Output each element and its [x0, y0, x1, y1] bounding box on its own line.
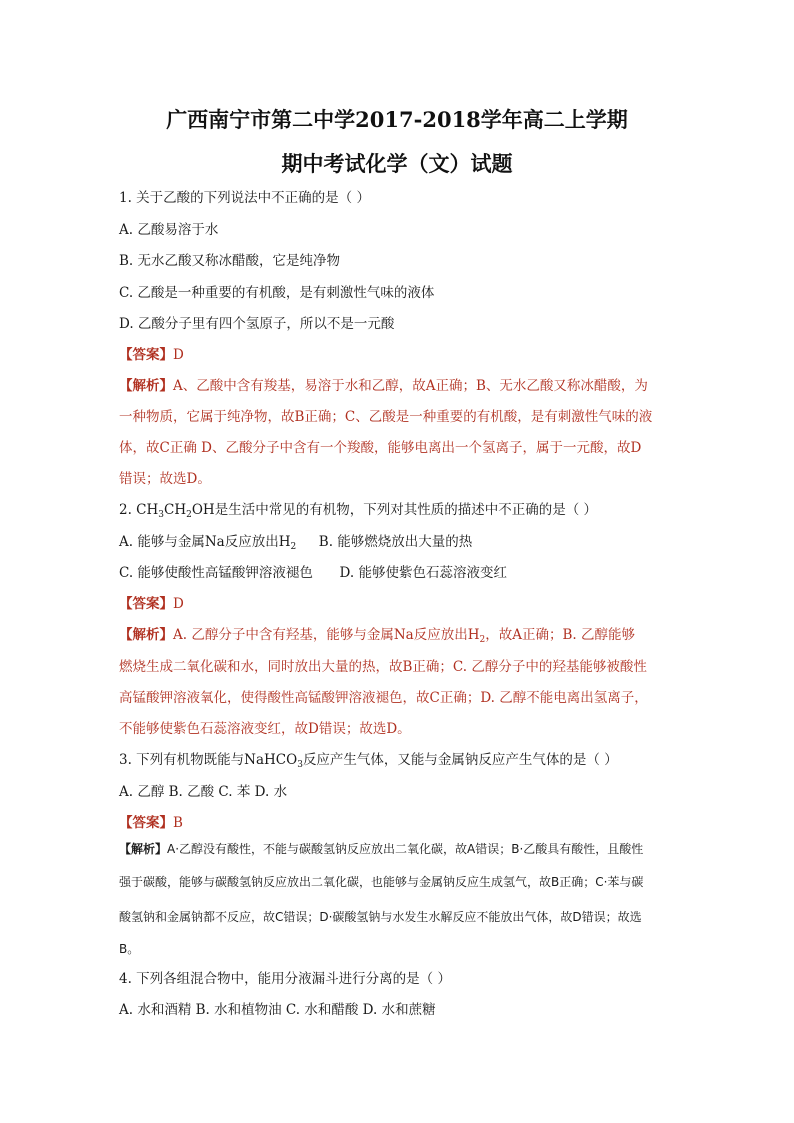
stem-text: 3. 下列有机物既能与NaHCO [119, 752, 298, 768]
q3-analysis-line-1 [119, 840, 643, 857]
q3-answer [119, 811, 183, 831]
q2-analysis-line-3: 高锰酸钾溶液氧化，使得酸性高锰酸钾溶液褪色，故C正确；D. 乙醇不能电离出氢离子， [119, 690, 648, 706]
q3-options: A. 乙醇 B. 乙酸 C. 苯 D. 水 [119, 784, 288, 800]
answer-value: B [173, 815, 183, 831]
answer-label: 【答案】 [119, 815, 173, 831]
subscript: 2 [290, 542, 297, 552]
subscript: 3 [158, 510, 165, 520]
q2-option-d: D. 能够使紫色石蕊溶液变红 [339, 565, 507, 581]
q2-analysis-line-2: 燃烧生成二氧化碳和水，同时放出大量的热，故B正确；C. 乙醇分子中的羟基能够被酸性 [119, 659, 647, 675]
subscript: 3 [297, 760, 303, 770]
analysis-label: 【解析】 [119, 842, 168, 856]
q3-analysis-line-3: 酸氢钠和金属钠都不反应，故C错误；D·碳酸氢钠与水发生水解反应不能放出气体，故D错误；故选 [119, 910, 642, 924]
q1-option-a: A. 乙酸易溶于水 [119, 222, 219, 238]
q3-analysis-line-2: 强于碳酸，能够与碳酸氢钠反应放出二氧化碳，也能够与金属钠反应生成氢气，故B正确；C·苯与碳 [119, 875, 644, 889]
q2-analysis-line-4: 不能够使紫色石蕊溶液变红，故D错误；故选D。 [119, 721, 411, 737]
document-title-line-2: 期中考试化学（文）试题 [281, 151, 513, 176]
stem-text: OH是生活中常见的有机物，下列对其性质的描述中不正确的是（ ） [191, 502, 597, 518]
option-text: A. 能够与金属Na反应放出H [119, 534, 291, 550]
q3-stem [119, 748, 618, 770]
answer-value: D [173, 596, 184, 612]
q2-option-c: C. 能够使酸性高锰酸钾溶液褪色 [119, 565, 313, 581]
q2-options-row-1 [119, 530, 472, 552]
q4-stem: 4. 下列各组混合物中，能用分液漏斗进行分离的是（ ） [119, 971, 451, 987]
q1-answer [119, 343, 184, 363]
analysis-text: A、乙酸中含有羧基，易溶于水和乙醇，故A正确；B、无水乙酸又称冰醋酸，为 [173, 378, 648, 394]
q2-answer [119, 592, 184, 612]
q2-analysis-line-1 [119, 623, 635, 645]
answer-label: 【答案】 [119, 347, 173, 363]
q4-options: A. 水和酒精 B. 水和植物油 C. 水和醋酸 D. 水和蔗糖 [119, 1002, 436, 1018]
stem-text: 反应产生气体，又能与金属钠反应产生气体的是（ ） [302, 752, 618, 768]
q2-options-row-2 [119, 561, 507, 581]
q2-option-a [119, 534, 296, 550]
q1-analysis-line-3: 体，故C正确 D、乙酸分子中含有一个羧酸，能够电离出一个氢离子，属于一元酸，故D [119, 440, 642, 456]
analysis-text: A·乙醇没有酸性，不能与碳酸氢钠反应放出二氧化碳，故A错误；B·乙酸具有酸性，且酸性 [167, 842, 644, 856]
q2-stem [119, 498, 597, 520]
q1-option-b: B. 无水乙酸又称冰醋酸，它是纯净物 [119, 253, 341, 269]
subscript: 2 [186, 510, 192, 520]
q1-stem: 1. 关于乙酸的下列说法中不正确的是（ ） [119, 190, 370, 206]
q1-analysis-line-4: 错误；故选D。 [119, 471, 211, 487]
q1-analysis-line-1 [119, 374, 648, 394]
analysis-label: 【解析】 [119, 378, 173, 394]
q1-analysis-line-2: 一种物质，它属于纯净物，故B正确；C、乙酸是一种重要的有机酸，是有刺激性气味的液 [119, 409, 653, 425]
q1-option-d: D. 乙酸分子里有四个氢原子，所以不是一元酸 [119, 316, 395, 332]
answer-label: 【答案】 [119, 596, 173, 612]
analysis-text: A. 乙醇分子中含有羟基，能够与金属Na反应放出H [173, 627, 480, 643]
analysis-text: ，故A正确；B. 乙醇能够 [485, 627, 635, 643]
answer-value: D [173, 347, 184, 363]
stem-text: CH [164, 502, 187, 518]
q3-analysis-line-4: B。 [119, 942, 140, 956]
document-title-line-1: 广西南宁市第二中学2017-2018学年高二上学期 [166, 107, 628, 132]
subscript: 2 [479, 635, 486, 645]
q2-option-b: B. 能够燃烧放出大量的热 [318, 534, 473, 550]
stem-text: 2. CH [119, 502, 159, 518]
analysis-label: 【解析】 [119, 627, 173, 643]
q1-option-c: C. 乙酸是一种重要的有机酸，是有刺激性气味的液体 [119, 285, 435, 301]
